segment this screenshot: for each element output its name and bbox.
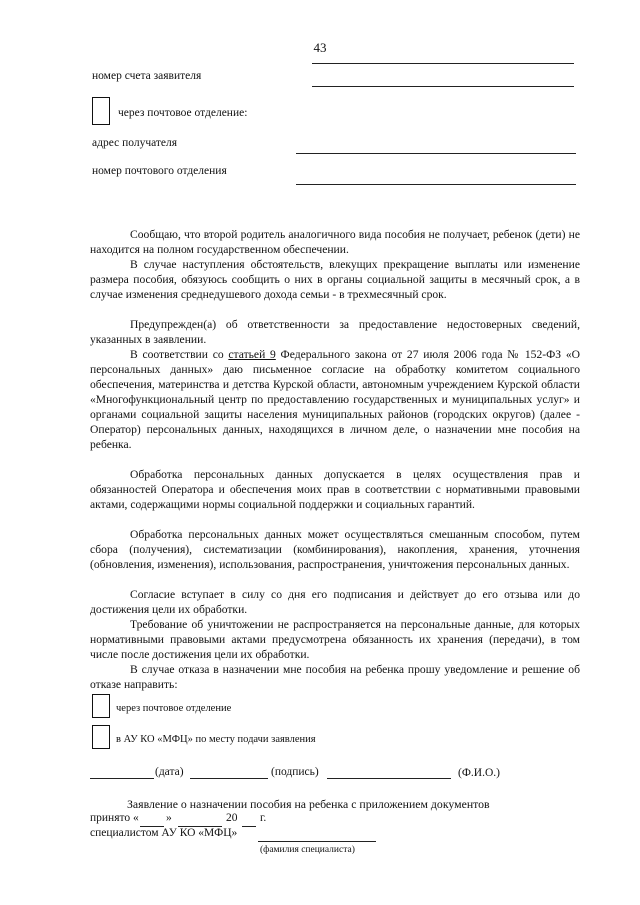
accepted-prefix: принято « (90, 812, 139, 824)
specialist-prefix: специалистом АУ КО «МФЦ» (90, 827, 238, 839)
paragraph-consent (90, 347, 580, 452)
fio-caption: (Ф.И.О.) (458, 767, 500, 779)
recipient-address-line[interactable] (296, 153, 576, 154)
post-office-option-label: через почтовое отделение: (118, 107, 248, 119)
signature-line[interactable] (190, 778, 268, 779)
paragraph-second-parent: Сообщаю, что второй родитель аналогичного вида пособия не получает, ребенок (дети) не находится на полном государственном обеспечении. (90, 228, 580, 256)
refusal-mfc-checkbox[interactable] (92, 725, 110, 749)
consent-text-a: В соответствии со (130, 348, 224, 361)
specialist-line[interactable] (258, 841, 376, 842)
accepted-year-line[interactable] (242, 826, 256, 827)
accepted-quote-close: » (166, 812, 172, 824)
specialist-caption: (фамилия специалиста) (260, 845, 355, 855)
date-caption: (дата) (155, 766, 184, 778)
recipient-address-label: адрес получателя (92, 137, 178, 149)
post-office-number-line[interactable] (296, 184, 576, 185)
page-number: 43 (313, 40, 327, 55)
paragraph-circumstances: В случае наступления обстоятельств, влекущих прекращение выплаты или изменение размера пособия, обязуюсь сообщить о них в органы социальной защиты в месячный срок, а в случае изменения среднедушевого дохода семьи - в трехмесячный срок. (90, 258, 580, 301)
paragraph-consent-validity: Согласие вступает в силу со дня его подписания и действует до его отзыва или до достижения цели их обработки. (90, 588, 580, 616)
account-line-top[interactable] (312, 63, 574, 64)
date-line[interactable] (90, 778, 154, 779)
accepted-year-suffix: г. (260, 812, 267, 824)
paragraph-processing-method: Обработка персональных данных может осуществляться смешанным способом, путем сбора (получения), систематизации (комбинирования), накопления, хранения, уточнения (обновления, изменения), использования, распространения, уничтожения персональных данных. (90, 528, 580, 571)
refusal-post-checkbox[interactable] (92, 694, 110, 718)
law-article-link[interactable]: статьей 9 (228, 348, 276, 361)
consent-text-b: Федерального закона от 27 июля 2006 года № 152-ФЗ «О персональных данных» даю письменное согласие на обработку комитетом социального обеспечения, материнства и детства Курской области, автономным учреждением Курской области «Многофункциональный центр по предоставлению государственных и муниципальных услуг» и органами социальной защиты населения муниципальных районов (городских округов) (далее - Оператор) персональных данных, находящихся в личном деле, о назначении мне пособия на ребенка. (90, 348, 580, 451)
refusal-post-label: через почтовое отделение (116, 703, 232, 714)
paragraph-destruction: Требование об уничтожении не распространяется на персональные данные, для которых нормативными правовыми актами предусмотрена обязанность их хранения (передачи), в том числе после достижения цели их обработки. (90, 618, 580, 661)
receipt-statement: Заявление о назначении пособия на ребенка с приложением документов (127, 797, 490, 811)
refusal-mfc-label: в АУ КО «МФЦ» по месту подачи заявления (116, 734, 316, 745)
account-label: номер счета заявителя (92, 70, 202, 82)
post-office-checkbox[interactable] (92, 97, 110, 125)
accepted-year-prefix: 20 (226, 812, 238, 824)
post-office-number-label: номер почтового отделения (92, 165, 227, 177)
fio-line[interactable] (327, 778, 451, 779)
account-line[interactable] (312, 86, 574, 87)
paragraph-processing-purpose: Обработка персональных данных допускается в целях осуществления прав и обязанностей Оператора и обеспечения моих прав в соответствии с нормативными правовыми актами, содержащими нормы социальной поддержки и социальных гарантий. (90, 468, 580, 511)
paragraph-liability: Предупрежден(а) об ответственности за предоставление недостоверных сведений, указанных в заявлении. (90, 318, 580, 346)
paragraph-refusal-notice: В случае отказа в назначении мне пособия на ребенка прошу уведомление и решение об отказе направить: (90, 663, 580, 691)
signature-caption: (подпись) (271, 766, 319, 778)
